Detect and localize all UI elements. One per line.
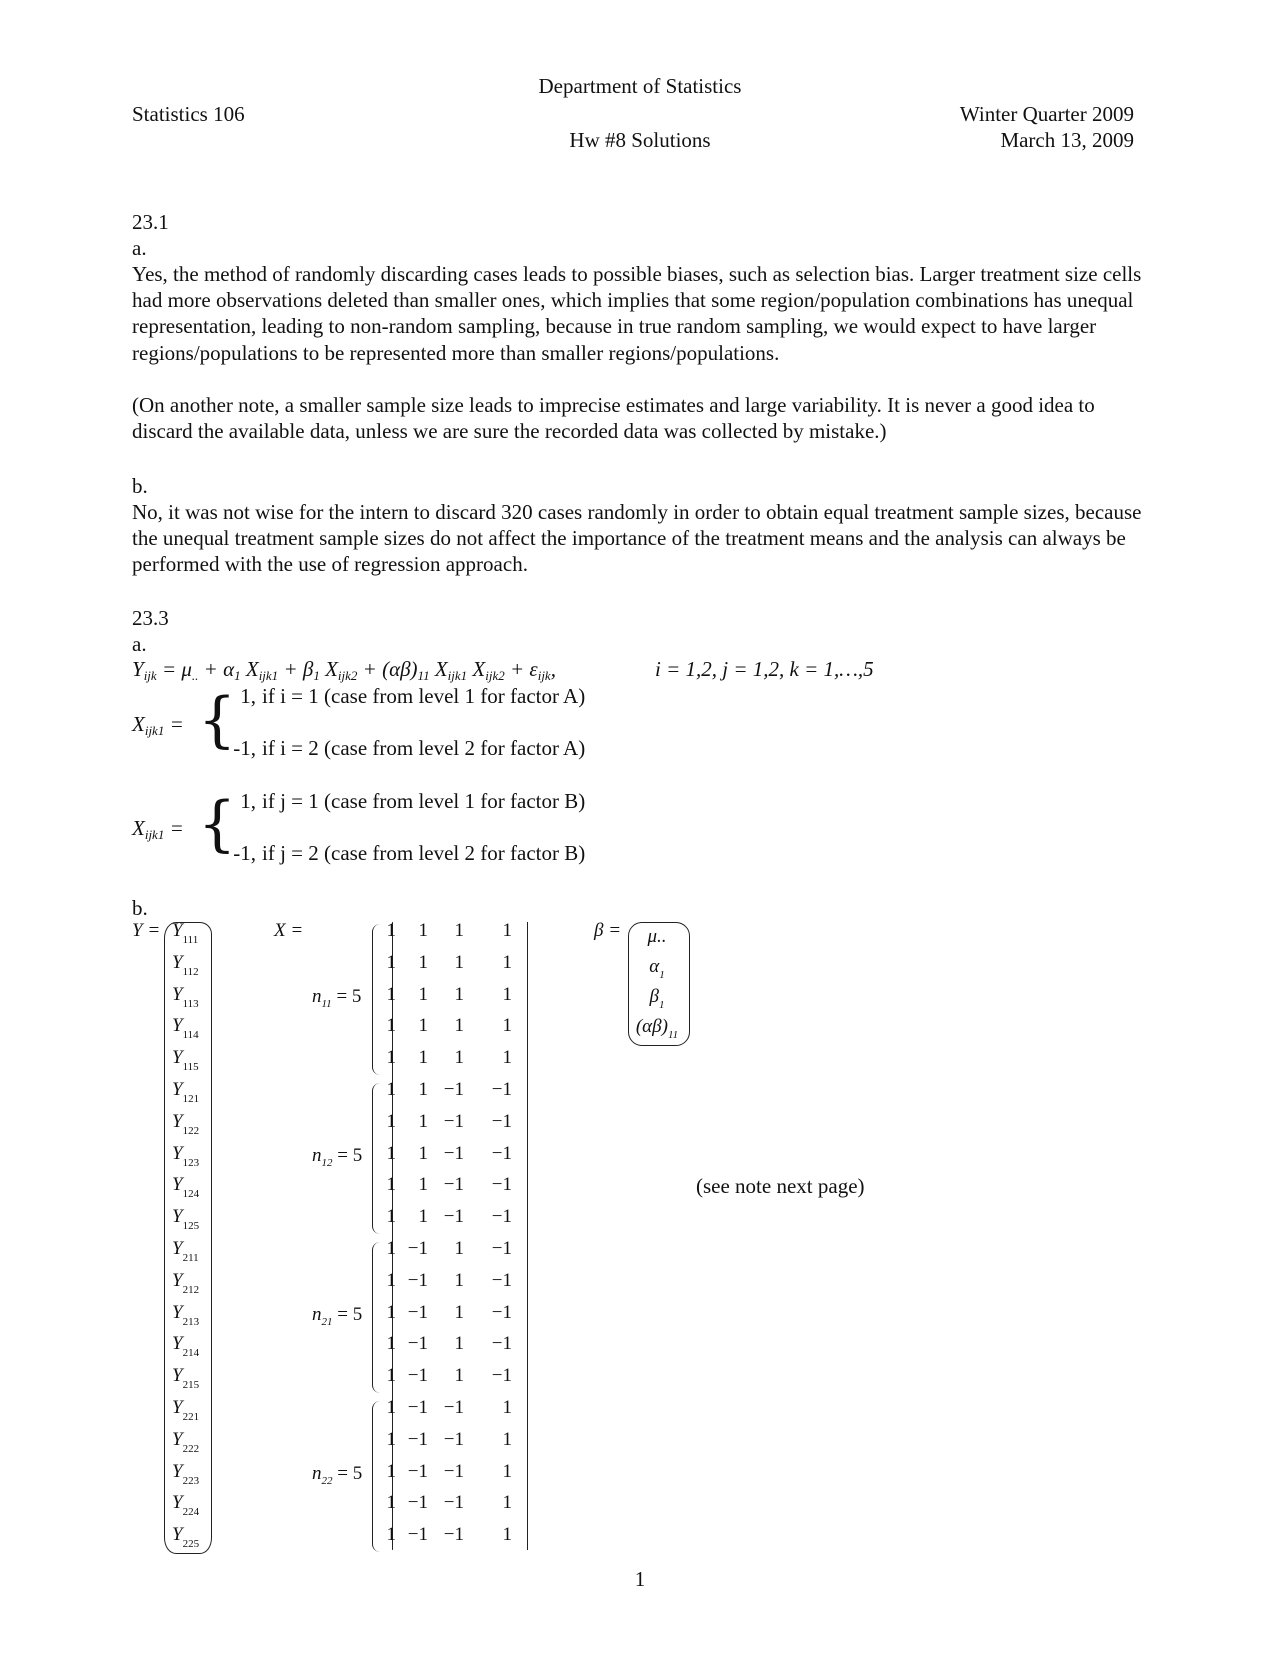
y-vector-entry: $Y_{221}$: [172, 1397, 200, 1423]
x-matrix-cell: −1: [407, 1524, 428, 1546]
regression-model-equation: $Y_{ijk} = \mu_{..} + \alpha_1$ $X_{ijk1} + \beta_1$ $X_{ijk2} + (\alpha\beta)_{11}$ $X_{ijk1}$ $X_{ijk2} + \varepsilon_{ijk}$,: [132, 657, 556, 683]
part-a-note: (On another note, a smaller sample size leads to imprecise estimates and large variability. It is never a good idea to discard the available data, unless we are sure the recorded data was collected by mistake.): [132, 393, 1095, 444]
x-matrix-cell: −1: [443, 1492, 464, 1514]
x-matrix-cell: 1: [386, 1238, 396, 1259]
x2-case-2: if j = 2 (case from level 2 for factor B): [262, 841, 586, 865]
x-matrix-cell: 1: [454, 1301, 464, 1323]
x1-case-2: if i = 2 (case from level 2 for factor A): [262, 736, 586, 760]
x-matrix-cell: 1: [502, 1047, 512, 1069]
x-matrix-cell: 1: [502, 1492, 512, 1514]
part-a-label-23-3: a.: [132, 632, 147, 656]
x-matrix-cell: 1: [454, 920, 464, 941]
x-matrix-cell: −1: [407, 1492, 428, 1514]
x-matrix-cell: 1: [502, 1524, 512, 1546]
x-matrix-cell: 1: [418, 1079, 428, 1100]
y-vector-entry: $Y_{214}$: [172, 1333, 200, 1360]
y-vector-entry: $Y_{224}$: [172, 1492, 200, 1519]
value-one: 1,: [240, 789, 256, 813]
x-matrix-cell: −1: [491, 1238, 512, 1259]
part-b-label-23-3: b.: [132, 896, 148, 920]
x-matrix-cell: 1: [386, 1206, 396, 1228]
x-matrix-cell: 1: [386, 1110, 396, 1132]
beta-vector-entry: $(\alpha\beta)_{11}$: [635, 1016, 679, 1041]
y-vector-entry: $Y_{125}$: [172, 1206, 200, 1233]
x-matrix-right-bracket: [527, 922, 528, 1550]
x-matrix-cell: −1: [491, 1301, 512, 1323]
document-title: Hw #8 Solutions: [569, 128, 711, 152]
x-matrix-cell: 1: [502, 1460, 512, 1482]
x-matrix-cell: −1: [491, 1174, 512, 1196]
part-a-label: a.: [132, 236, 147, 260]
x-matrix-cell: −1: [443, 1110, 464, 1132]
x-matrix-cell: 1: [418, 1206, 428, 1228]
x-matrix-cell: −1: [443, 1206, 464, 1228]
x-matrix-cell: 1: [386, 1397, 396, 1418]
x-matrix-cell: −1: [407, 1397, 428, 1418]
x-matrix-cell: 1: [386, 1047, 396, 1069]
x-matrix-cell: 1: [386, 951, 396, 973]
y-vector-entry: $Y_{113}$: [172, 983, 199, 1010]
y-vector-entry: $Y_{215}$: [172, 1365, 200, 1392]
part-b-label: b.: [132, 474, 148, 498]
x-matrix-cell: 1: [418, 1174, 428, 1196]
value-minus-one: -1,: [233, 736, 256, 760]
x-matrix-cell: −1: [491, 1333, 512, 1355]
group-size-label: $n_{11} = 5$: [312, 985, 362, 1010]
x-matrix-cell: 1: [454, 983, 464, 1005]
x-matrix-cell: 1: [418, 1015, 428, 1037]
y-vector-entry: $Y_{222}$: [172, 1428, 200, 1455]
x-matrix-cell: 1: [386, 1524, 396, 1546]
group-brace-icon: [372, 1242, 381, 1393]
part-a-text: Yes, the method of randomly discarding cases leads to possible biases, such as selection bias. Larger treatment size cells had more observations deleted than smaller ones, which implies that some region/population combinations has unequal representation, leading to non-random sampling, because in true random sampling, we would expect to have larger regions/populations to be represented more than smaller regions/populations.: [132, 262, 1142, 365]
x-matrix-cell: −1: [407, 1365, 428, 1387]
x-matrix-cell: 1: [386, 920, 396, 941]
x2-case-1: if j = 1 (case from level 1 for factor B): [262, 789, 586, 813]
x-matrix-cell: −1: [443, 1174, 464, 1196]
x-matrix-cell: −1: [491, 1365, 512, 1387]
department-title: Department of Statistics: [538, 74, 742, 98]
x-matrix-cell: −1: [443, 1079, 464, 1100]
group-size-label: $n_{12} = 5$: [312, 1144, 363, 1169]
y-vector-entry: $Y_{114}$: [172, 1015, 199, 1042]
x-matrix-cell: 1: [502, 920, 512, 941]
beta-vector-entry: $\alpha_1$: [649, 956, 665, 981]
x-matrix-label: X =: [274, 920, 304, 941]
x-matrix-cell: 1: [502, 1397, 512, 1418]
value-one: 1,: [240, 684, 256, 708]
y-vector-entry: $Y_{122}$: [172, 1110, 200, 1137]
date: March 13, 2009: [1000, 128, 1134, 152]
x-matrix-cell: −1: [491, 1142, 512, 1164]
x-matrix-cell: 1: [454, 1269, 464, 1291]
x-matrix-cell: 1: [418, 951, 428, 973]
x-matrix-cell: 1: [418, 920, 428, 941]
beta-vector-entry: $\beta_1$: [649, 986, 665, 1011]
y-vector-entry: $Y_{223}$: [172, 1460, 200, 1487]
x-matrix-cell: 1: [386, 1301, 396, 1323]
x-matrix-cell: −1: [491, 1110, 512, 1132]
y-vector-entry: $Y_{112}$: [172, 951, 199, 978]
group-brace-icon: [372, 924, 381, 1075]
quarter: Winter Quarter 2009: [959, 102, 1134, 126]
x-matrix-cell: −1: [443, 1524, 464, 1546]
x-matrix-cell: 1: [418, 983, 428, 1005]
x-matrix-cell: 1: [454, 951, 464, 973]
problem-23-3-number: 23.3: [132, 606, 169, 630]
x-matrix-cell: 1: [454, 1047, 464, 1069]
x-matrix-cell: −1: [443, 1460, 464, 1482]
x-matrix-cell: −1: [407, 1301, 428, 1323]
beta-vector-entry: μ..: [647, 926, 667, 947]
x-matrix-cell: 1: [386, 1365, 396, 1387]
group-brace-icon: [372, 1083, 381, 1234]
x-matrix-cell: −1: [407, 1269, 428, 1291]
y-vector-entry: $Y_{123}$: [172, 1142, 200, 1169]
x-matrix-cell: 1: [502, 1015, 512, 1037]
x-matrix-cell: 1: [386, 1492, 396, 1514]
x-matrix-cell: 1: [454, 1015, 464, 1037]
x-matrix-cell: 1: [386, 1333, 396, 1355]
x-matrix-cell: 1: [386, 1079, 396, 1100]
group-size-label: $n_{21} = 5$: [312, 1303, 363, 1328]
left-brace-icon: {: [198, 685, 237, 755]
y-vector-entry: $Y_{212}$: [172, 1269, 200, 1296]
y-vector-entry: $Y_{115}$: [172, 1047, 199, 1074]
group-size-label: $n_{22} = 5$: [312, 1462, 363, 1487]
x-matrix-cell: 1: [502, 1428, 512, 1450]
problem-23-1-number: 23.1: [132, 210, 169, 234]
x-matrix-cell: −1: [443, 1397, 464, 1418]
x-matrix-cell: 1: [386, 1428, 396, 1450]
course-name: Statistics 106: [132, 102, 245, 126]
x-matrix-cell: 1: [386, 983, 396, 1005]
y-vector-entry: $Y_{121}$: [172, 1079, 200, 1105]
x-matrix-cell: 1: [418, 1110, 428, 1132]
part-b-text: No, it was not wise for the intern to discard 320 cases randomly in order to obtain equal treatment sample sizes, because the unequal treatment sample sizes do not affect the importance of the treatment means and the analysis can always be performed with the use of regression approach.: [132, 500, 1142, 577]
x-matrix-cell: −1: [491, 1206, 512, 1228]
x-matrix-cell: −1: [407, 1333, 428, 1355]
x-matrix-cell: 1: [386, 1460, 396, 1482]
x-ijk1-label: $X_{ijk1}$ =: [132, 712, 184, 738]
see-note-text: (see note next page): [696, 1174, 865, 1198]
index-ranges: i = 1,2, j = 1,2, k = 1,…,5: [655, 657, 874, 681]
y-vector-entry: $Y_{124}$: [172, 1174, 200, 1201]
x-matrix-cell: 1: [454, 1333, 464, 1355]
x-matrix-cell: 1: [502, 951, 512, 973]
x-matrix-cell: 1: [418, 1142, 428, 1164]
x-matrix-cell: 1: [502, 983, 512, 1005]
x-matrix-cell: −1: [443, 1428, 464, 1450]
x-matrix-cell: 1: [454, 1238, 464, 1259]
x-matrix-cell: 1: [386, 1269, 396, 1291]
y-vector-label: Y =: [132, 920, 161, 941]
left-brace-icon: {: [198, 789, 237, 859]
x-matrix-cell: −1: [491, 1269, 512, 1291]
x-matrix-cell: −1: [407, 1460, 428, 1482]
x-matrix-cell: −1: [443, 1142, 464, 1164]
x-matrix-cell: 1: [454, 1365, 464, 1387]
page-number: 1: [634, 1567, 646, 1591]
x-matrix-cell: 1: [386, 1015, 396, 1037]
group-brace-icon: [372, 1401, 381, 1552]
x1-case-1: if i = 1 (case from level 1 for factor A): [262, 684, 586, 708]
x-matrix-cell: 1: [386, 1142, 396, 1164]
y-vector-entry: $Y_{225}$: [172, 1524, 200, 1551]
x-matrix-cell: 1: [386, 1174, 396, 1196]
y-vector-entry: $Y_{111}$: [172, 920, 199, 946]
y-vector-entry: $Y_{211}$: [172, 1238, 199, 1264]
y-vector-entry: $Y_{213}$: [172, 1301, 200, 1328]
beta-vector-label: β =: [594, 920, 622, 941]
value-minus-one: -1,: [233, 841, 256, 865]
x-matrix-cell: −1: [407, 1238, 428, 1259]
x-matrix-cell: 1: [418, 1047, 428, 1069]
x-matrix-cell: −1: [491, 1079, 512, 1100]
x-matrix-cell: −1: [407, 1428, 428, 1450]
x-ijk2-label: $X_{ijk1}$ =: [132, 816, 184, 842]
